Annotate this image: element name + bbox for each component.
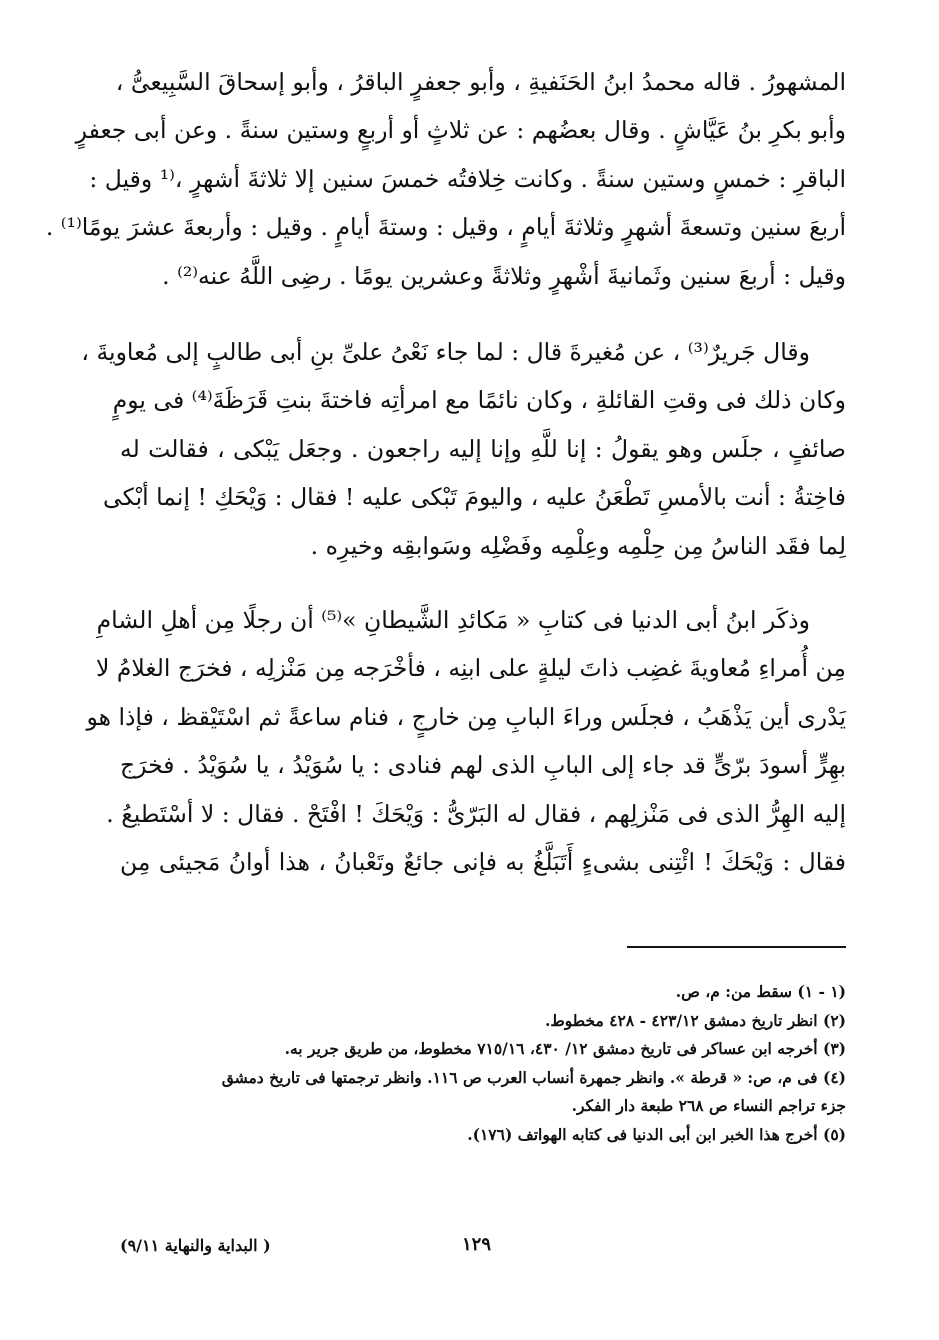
paragraph-3 — [86, 596, 846, 886]
text-line: إليه الهِرُّ الذى فى مَنْزلِهم ، فقال له البَرّىُّ : وَيْحَكَ ! افْتَحْ . فقال : لا أسْتَطيعُ . — [106, 799, 846, 828]
footnote: (١ - ١) سقط من: م، ص. — [675, 982, 846, 1001]
text-line: فاخِتةُ : أنت بالأمسِ تَطْعَنُ عليه ، واليومَ تَبْكى عليه ! فقال : وَيْحَكِ ! إنما أبْكى — [103, 483, 846, 512]
text-line: الباقرِ : خمسٍ وستين سنةً . وكانت خِلافتُه خمسَ سنين إلا ثلاثةَ أشهرٍ ،⁽¹ وقيل : — [89, 164, 846, 193]
text-line: لِما فقَد الناسُ مِن حِلْمِه وعِلْمِه وفَضْلِه وسَوابقِه وخيرِه . — [310, 531, 846, 560]
text-line: أربعَ سنين وتسعةَ أشهرٍ وثلاثةَ أيامٍ ، وقيل : وستةَ أيامٍ . وقيل : وأربعةَ عشرَ يومًا⁽¹⁾ . — [45, 213, 846, 242]
footnotes — [120, 978, 846, 1150]
text-line: وذكَر ابنُ أبى الدنيا فى كتابِ « مَكائدِ الشَّيطانِ »⁽⁵⁾ أن رجلًا مِن أهلِ الشامِ — [96, 606, 810, 634]
text-line: بهِرٍّ أسودَ برّىٍّ قد جاء إلى البابِ الذى لهم فنادى : يا سُوَيْدُ ، يا سُوَيْدُ . فخرَج — [120, 751, 846, 780]
footnote-divider — [627, 946, 846, 948]
text-line: صائفٍ ، جلَس وهو يقولُ : إنا للَّهِ وإنا إليه راجعون . وجعَل يَبْكى ، فقالت له — [120, 434, 846, 463]
footnote: (٥) أخرج هذا الخبر ابن أبى الدنيا فى كتابه الهواتف (١٧٦). — [467, 1124, 846, 1144]
text-line: وأبو بكرِ بنُ عَيَّاشٍ . وقال بعضُهم : عن ثلاثٍ أو أربعٍ وستين سنةً . وعن أبى جعفرٍ — [75, 116, 846, 145]
text-line: وكان ذلك فى وقتِ القائلةِ ، وكان نائمًا مع امرأتِه فاختةَ بنتِ قَرَظَةَ⁽⁴⁾ فى يومٍ — [112, 386, 846, 415]
footnote-continuation: جزء تراجم النساء ص ٢٦٨ طبعة دار الفكر. — [571, 1096, 846, 1116]
text-line: يَدْرى أين يَذْهَبُ ، فجلَس وراءَ البابِ مِن خارجٍ ، فنام ساعةً ثم اسْتَيْقظ ، فإذا هو — [86, 702, 846, 731]
paragraph-1 — [45, 58, 846, 300]
text-line: وقيل : أربعَ سنين وثَمانيةَ أشْهرٍ وثلاثةً وعشرين يومًا . رضِى اللَّهُ عنه⁽²⁾ . — [162, 261, 846, 290]
footnote: (٤) فى م، ص: « قرطة ». وانظر جمهرة أنساب العرب ص ١١٦. وانظر ترجمتها فى تاريخ دمشق — [221, 1067, 846, 1087]
footnote: (٣) أخرجه ابن عساكر فى تاريخ دمشق ١٢/ ٤٣٠، ٧١٥/١٦ مخطوط، من طريق جرير به. — [284, 1039, 846, 1059]
page-number: ١٢٩ — [462, 1234, 492, 1255]
text-line: فقال : وَيْحَكَ ! ائْتِنى بشىءٍ أَتَبَلَّغُ به فإنى جائعٌ وتَعْبانُ ، هذا أوانُ مَجيئى مِن — [120, 848, 846, 877]
text-line: وقال جَريرٌ⁽³⁾ ، عن مُغيرةَ قال : لما جاء نَعْىُ علىِّ بنِ أبى طالبٍ إلى مُعاويةَ ، — [81, 338, 810, 366]
text-line: المشهورُ . قاله محمدُ ابنُ الحَنَفيةِ ، وأبو جعفرٍ الباقرُ ، وأبو إسحاقَ السَّبِيعىُّ ، — [115, 68, 846, 96]
text-line: مِن أُمراءِ مُعاويةَ غضِب ذاتَ ليلةٍ على ابنِه ، فأخْرَجه مِن مَنْزلِه ، فخرَج الغلامُ لا — [95, 654, 846, 683]
paragraph-2 — [81, 328, 846, 570]
footnote: (٢) انظر تاريخ دمشق ٤٢٣/١٢ - ٤٢٨ مخطوط. — [545, 1010, 846, 1030]
book-title-footer: ( البداية والنهاية ٩/١١) — [120, 1236, 271, 1255]
